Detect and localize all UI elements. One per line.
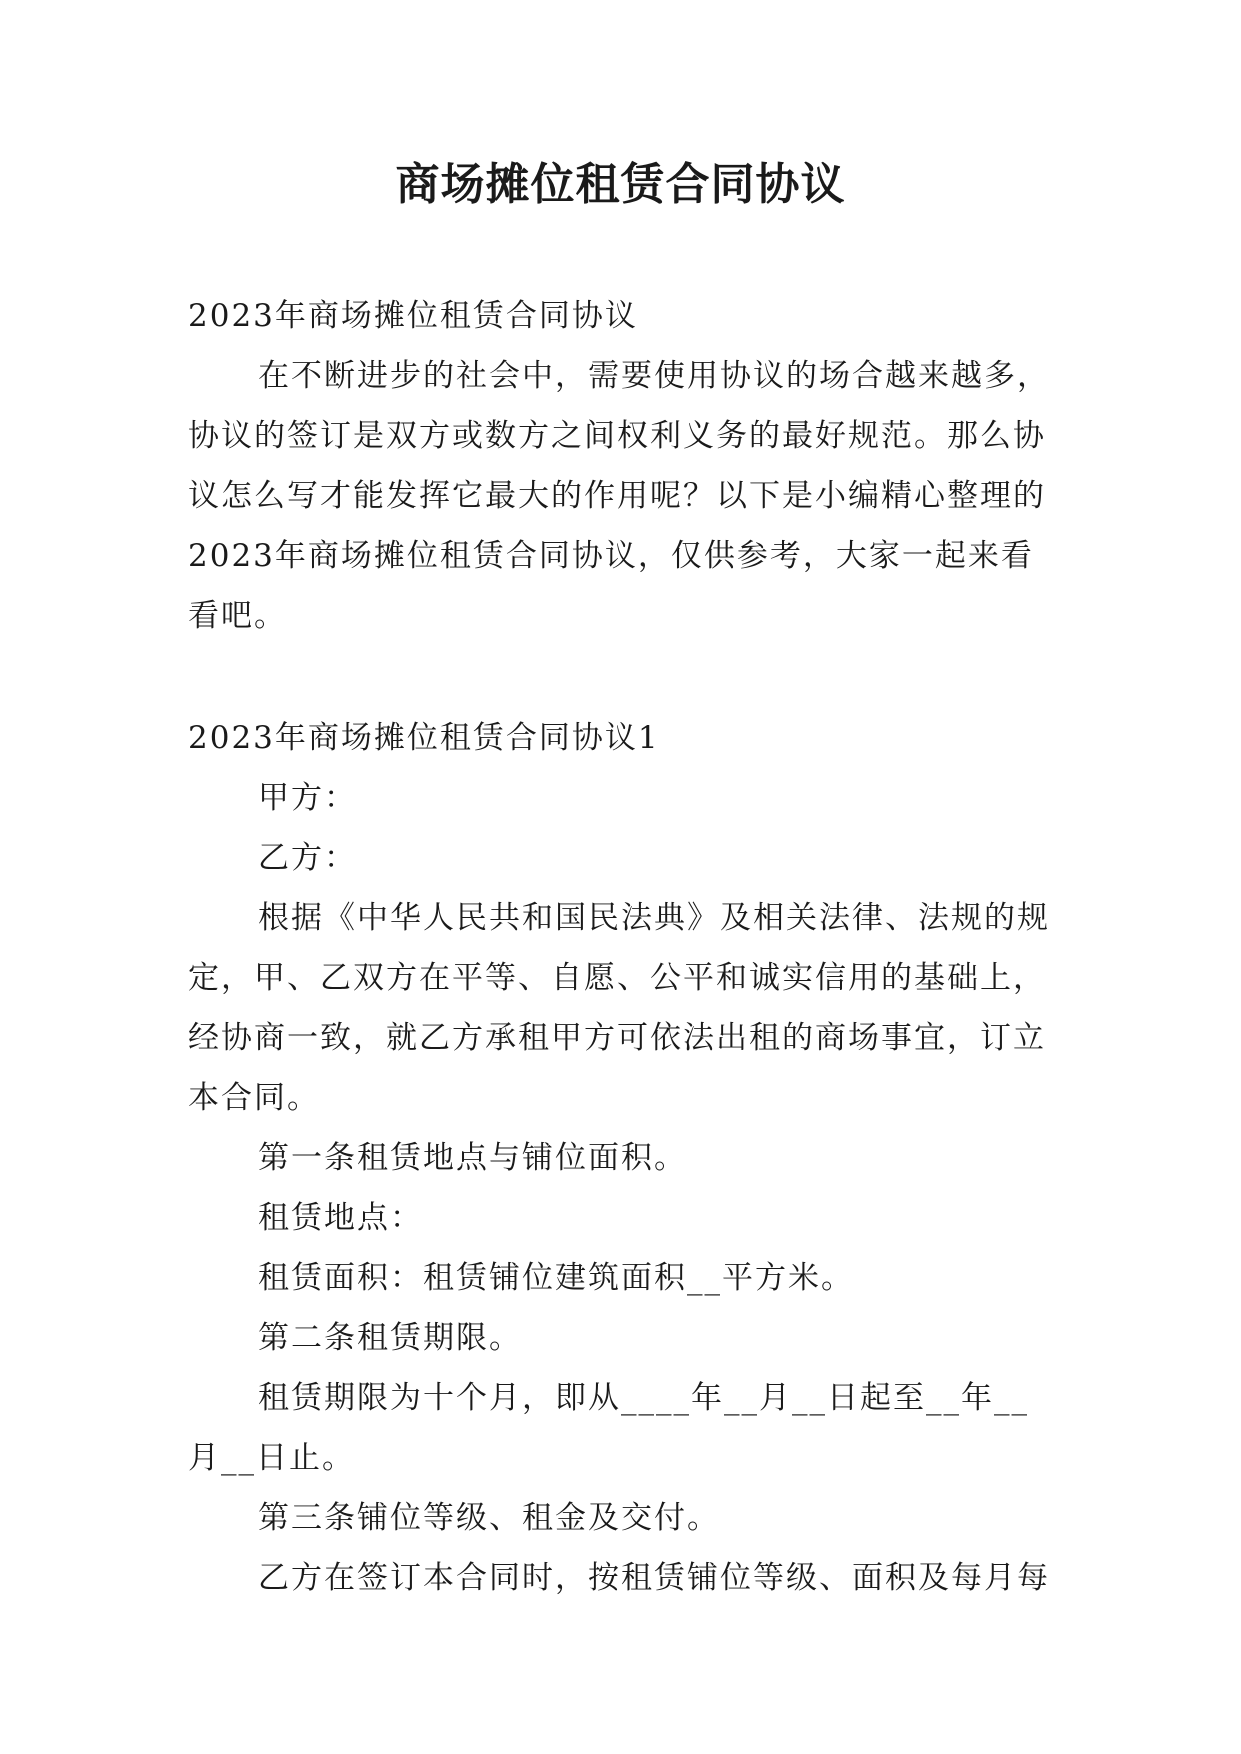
party-b-line: 乙方： bbox=[258, 840, 357, 876]
preamble-paragraph: 根据《中华人民共和国民法典》及相关法律、法规的规定，甲、乙双方在平等、自愿、公平和诚实信用的基础上，经协商一致，就乙方承租甲方可依法出租的商场事宜，订立本合同。 bbox=[188, 900, 1050, 1116]
document-body bbox=[188, 286, 1058, 1608]
document-title: 商场摊位租赁合同协议 bbox=[395, 159, 846, 210]
article-2-heading: 第二条租赁期限。 bbox=[258, 1320, 522, 1356]
lease-term-paragraph: 租赁期限为十个月，即从____年__月__日起至__年__月__日止。 bbox=[188, 1380, 1029, 1476]
party-a-line: 甲方： bbox=[258, 780, 357, 816]
agreement-heading: 2023年商场摊位租赁合同协议1 bbox=[188, 720, 660, 756]
rent-payment-paragraph: 乙方在签订本合同时，按租赁铺位等级、面积及每月每 bbox=[258, 1560, 1050, 1596]
intro-paragraph: 在不断进步的社会中，需要使用协议的场合越来越多，协议的签订是双方或数方之间权利义务的最好规范。那么协议怎么写才能发挥它最大的作用呢？以下是小编精心整理的2023年商场摊位租赁合同协议，仅供参考，大家一起来看看吧。 bbox=[188, 358, 1050, 634]
lease-location-line: 租赁地点： bbox=[258, 1200, 423, 1236]
intro-heading: 2023年商场摊位租赁合同协议 bbox=[188, 298, 638, 334]
article-3-heading: 第三条铺位等级、租金及交付。 bbox=[258, 1500, 720, 1536]
article-1-heading: 第一条租赁地点与铺位面积。 bbox=[258, 1140, 687, 1176]
lease-area-line: 租赁面积：租赁铺位建筑面积__平方米。 bbox=[258, 1260, 854, 1296]
